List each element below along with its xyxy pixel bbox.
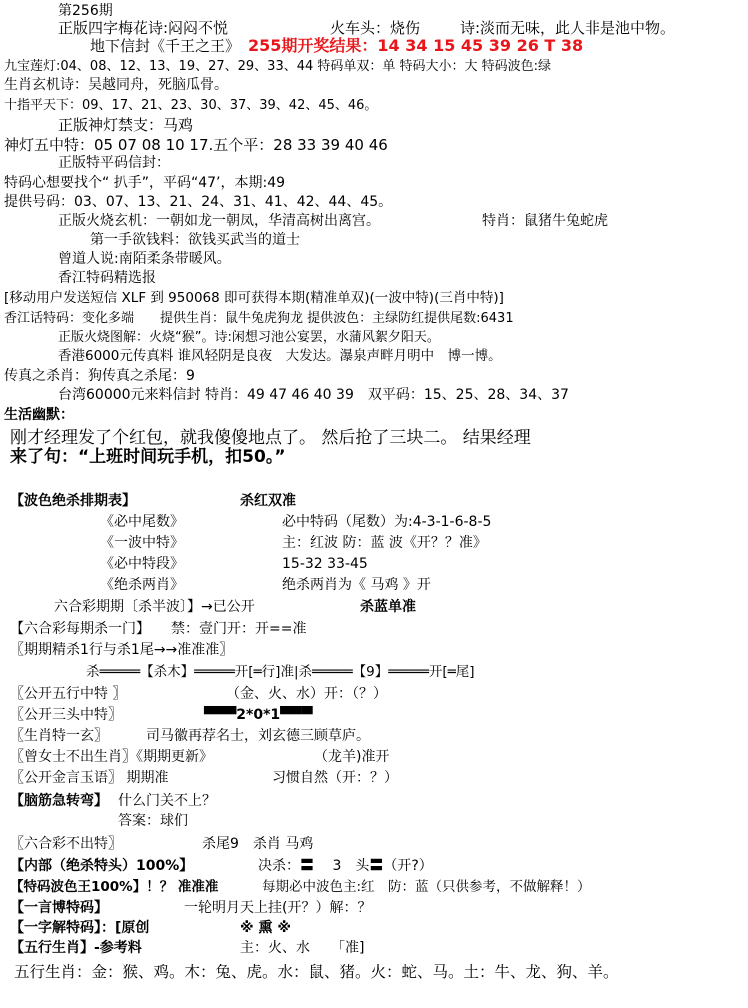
zijie-value: ※ 熏 ※: [240, 920, 291, 936]
jiubao-line: 九宝莲灯:04、08、12、13、19、27、29、33、44 特码单双：单 特码大小：大 特码波色:绿: [4, 59, 552, 74]
wuxing-label: 〖公开五行中特 〗: [10, 686, 127, 702]
teyi-label: 〖生肖特一玄〗: [10, 728, 108, 744]
bizhong-weishu-value: 必中特码（尾数）为:4-3-1-6-8-5: [282, 514, 492, 530]
xuanji-poem: 生肖玄机诗：吴越同舟，死脑瓜骨。: [4, 77, 228, 93]
naojin-question: 什么门关不上？: [118, 793, 216, 809]
chuanzhen-line: 传真之杀肖：狗传真之杀尾：9: [4, 368, 195, 384]
huoshao-line: 正版火烧玄机：一朝如龙一朝凤，华清高树出离宫。: [58, 213, 380, 229]
wuxing-list: 五行生肖：金：猴、鸡。木：兔、虎。水：鼠、猪。火：蛇、马。土：牛、龙、狗、羊。: [14, 963, 619, 981]
buchu-label: 〖六合彩不出特〗: [10, 836, 122, 852]
neibu-value: 决杀：〓 3 头〓（开?）: [258, 858, 433, 874]
teyi-value: 司马徽再荐名士，刘玄德三顾草庐。: [146, 728, 370, 744]
shenjin-line: 正版神灯禁支：马鸡: [58, 116, 194, 134]
bose-wang-value: 每期必中波色主:红 防：蓝（只供参考，不做解释！）: [262, 879, 591, 895]
wuxing-shengxiao-label: 【五行生肖】-参考料: [10, 940, 142, 956]
result-banner: 255期开奖结果：14 34 15 45 39 26 T 38: [248, 36, 584, 55]
issue-number: 第256期: [58, 3, 113, 19]
yiyan-value: 一轮明月天上挂(开？）解：？: [184, 900, 372, 916]
tepingma-title: 正版特平码信封：: [58, 155, 170, 171]
meihua-poem-label: 正版四字梅花诗:闷闷不悦: [58, 19, 229, 37]
buchu-value: 杀尾9 杀肖 马鸡: [202, 836, 314, 852]
naojin-answer: 答案：球们: [118, 813, 188, 829]
xinxiang-line: 特码心想要找个“ 扒手”，平码“47’，本期:49: [4, 175, 286, 191]
jinyan-label: 〖公开金言玉语〗 期期准: [10, 770, 169, 786]
joke-line-2: 来了句：“上班时间玩手机，扣50。”: [10, 447, 286, 467]
neibu-label: 【内部（绝杀特头）100%】: [10, 858, 194, 874]
wuxing-value: （金、火、水）开：（？）: [226, 686, 387, 702]
shizhi-line: 十指平天下：09、17、21、23、30、37、39、42、45、46。: [4, 98, 378, 113]
banbo-line: 六合彩期期〔杀半波〕】→已公开: [54, 599, 255, 615]
bose-table-title: 【波色绝杀排期表】: [10, 493, 136, 509]
huate-line: 香江话特码：变化多端 提供生肖：鼠牛兔虎狗龙 提供波色：主绿防红提供尾数:6431: [4, 311, 514, 326]
jingsha-title: 〖期期精杀1行与杀1尾→→准准准〗: [10, 642, 234, 658]
sms-line: [移动用户发送短信 XLF 到 950068 即可获得本期(精准单双)(一波中特)(三肖中特)]: [4, 290, 504, 306]
shendeng-line: 神灯五中特：05 07 08 10 17.五个平：28 33 39 40 46: [4, 136, 388, 154]
zengnv-value: （龙羊)准开: [314, 749, 390, 765]
juesha-value: 绝杀两肖为《 马鸡 》开: [282, 577, 431, 593]
huoshao-texiao: 特肖：鼠猪牛兔蛇虎: [482, 213, 608, 229]
bizhong-weishu-label: 《必中尾数》: [100, 514, 184, 530]
zijie-label: 【一字解特码】：[原创: [10, 920, 150, 936]
xianggang-line: 香港6000元传真料 谁风轻阴是良夜 大发达。瀑泉声畔月明中 博一博。: [58, 348, 502, 364]
shahong-label: 杀红双准: [240, 493, 296, 509]
joke-line-1: 刚才经理发了个红包，就我傻傻地点了。 然后抢了三块二。 结果经理: [10, 428, 531, 448]
humor-title: 生活幽默：: [4, 407, 74, 423]
yibo-value: 主：红波 防：蓝 波《开？？准》: [282, 535, 487, 551]
shayimen-line: 【六合彩每期杀一门】 禁：壹门开：开==准: [10, 621, 307, 637]
santou-value: ▀▀▀2*0*1▀▀▀: [204, 707, 313, 723]
xiangjiang-title: 香江特码精选报: [58, 270, 156, 286]
zengnv-label: 〖曾女士不出生肖〗《期期更新》: [10, 749, 213, 765]
santou-label: 〖公开三头中特〗: [10, 707, 122, 723]
diyishou-line: 第一手欲钱料：欲钱买武当的道士: [90, 232, 300, 248]
naojin-label: 【脑筋急转弯】: [10, 793, 108, 809]
cengdao-line: 曾道人说:南陌柔条带暖风。: [58, 251, 231, 267]
juesha-label: 《绝杀两肖》: [100, 577, 184, 593]
bose-wang-label: 【特码波色王100%】！？ 准准准: [10, 879, 219, 895]
yibo-label: 《一波中特》: [100, 535, 184, 551]
jinyan-value: 习惯自然（开：？）: [272, 770, 398, 786]
yiyan-label: 【一言博特码】: [10, 900, 108, 916]
wuxing-shengxiao-value: 主：火、水 「准]: [240, 940, 365, 956]
huochetou: 火车头：烧伤: [330, 19, 421, 37]
teduan-label: 《必中特段》: [100, 556, 184, 572]
tigong-line: 提供号码：03、07、13、21、24、31、41、42、44、45。: [4, 194, 393, 210]
sha-row: 杀═════【杀木】═════开[═行]准|杀═════【9】═════开[═尾]: [86, 664, 475, 680]
xinfeng-title: 地下信封《千王之王》: [90, 37, 241, 55]
taiwan-line: 台湾60000元来料信封 特肖：49 47 46 40 39 双平码：15、25、28、34、37: [58, 387, 569, 403]
meihua-poem-text: 诗:淡而无味，此人非是池中物。: [460, 19, 676, 37]
teduan-value: 15-32 33-45: [282, 556, 368, 572]
shalan-label: 杀蓝单准: [360, 599, 416, 615]
tujie-line: 正版火烧图解：火烧“猴”。诗:闲想习池公宴罢，水蒲风絮夕阳天。: [58, 330, 440, 345]
